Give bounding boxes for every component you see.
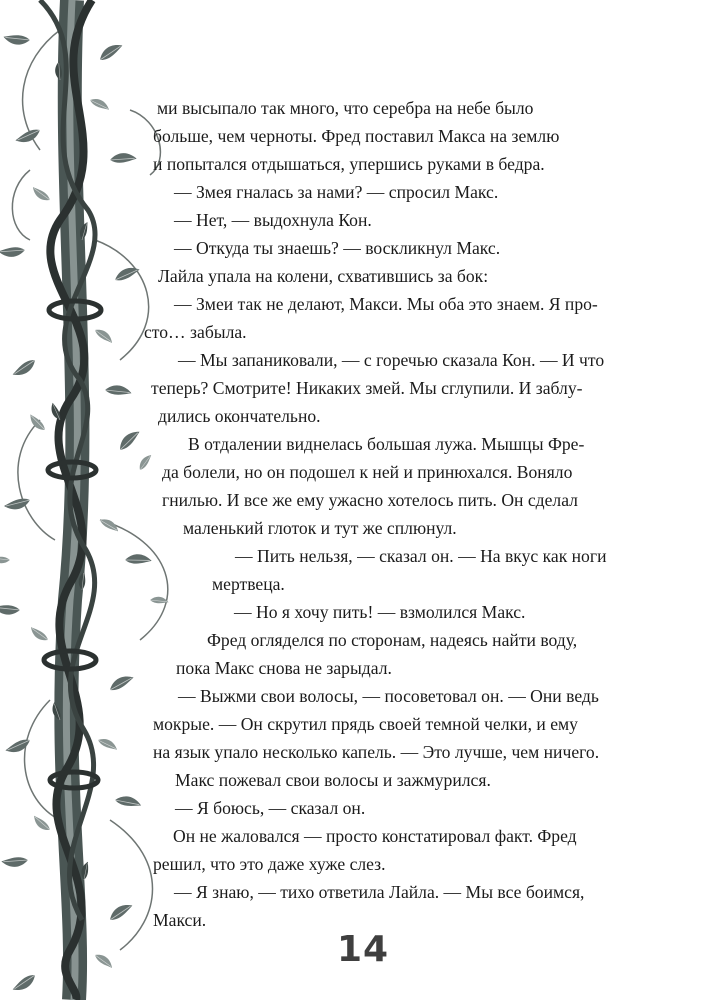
- page-number: 14: [336, 929, 390, 970]
- text-line: и попытался отдышаться, упершись руками в бедра.: [153, 154, 545, 174]
- text-line: пока Макс снова не зарыдал.: [176, 658, 392, 678]
- text-line: Макс пожевал свои волосы и зажмурился.: [175, 770, 491, 790]
- text-line: Он не жаловался — просто констатировал факт. Фред: [173, 826, 577, 846]
- text-line: теперь? Смотрите! Никаких змей. Мы сглупили. И заблу-: [151, 378, 583, 398]
- text-line: — Но я хочу пить! — взмолился Макс.: [234, 602, 526, 622]
- text-line: — Я знаю, — тихо ответила Лайла. — Мы все боимся,: [174, 882, 585, 902]
- text-line: — Откуда ты знаешь? — воскликнул Макс.: [174, 238, 501, 258]
- text-line: мертвеца.: [212, 574, 285, 594]
- text-line: на язык упало несколько капель. — Это лучше, чем ничего.: [153, 742, 600, 762]
- text-line: Лайла упала на колени, схватившись за бок:: [158, 266, 489, 286]
- text-line: В отдалении виднелась большая лужа. Мышцы Фре-: [188, 434, 585, 454]
- text-line: — Змея гналась за нами? — спросил Макс.: [174, 182, 499, 202]
- text-line: да болели, но он подошел к ней и принюхался. Воняло: [162, 462, 573, 482]
- text-line: сто… забыла.: [144, 322, 247, 342]
- text-line: — Я боюсь, — сказал он.: [175, 798, 366, 818]
- text-line: дились окончательно.: [158, 406, 321, 426]
- text-line: — Мы запаниковали, — с горечью сказала Кон. — И что: [178, 350, 605, 370]
- text-line: мокрые. — Он скрутил прядь своей темной челки, и ему: [153, 714, 578, 734]
- text-line: — Змеи так не делают, Макси. Мы оба это знаем. Я про-: [174, 294, 598, 314]
- text-line: решил, что это даже хуже слез.: [153, 854, 386, 874]
- text-line: Фред огляделся по сторонам, надеясь найти воду,: [207, 630, 578, 650]
- text-line: маленький глоток и тут же сплюнул.: [183, 518, 457, 538]
- text-line: гнилью. И все же ему ужасно хотелось пить. Он сделал: [162, 490, 578, 510]
- text-line: — Нет, — выдохнула Кон.: [174, 210, 372, 230]
- text-line: больше, чем черноты. Фред поставил Макса на землю: [153, 126, 560, 146]
- text-line: — Пить нельзя, — сказал он. — На вкус как ноги: [235, 546, 607, 566]
- text-line: — Выжми свои волосы, — посоветовал он. — Они ведь: [178, 686, 599, 706]
- text-line: ми высыпало так много, что серебра на небе было: [157, 98, 534, 118]
- text-line: Макси.: [153, 910, 207, 930]
